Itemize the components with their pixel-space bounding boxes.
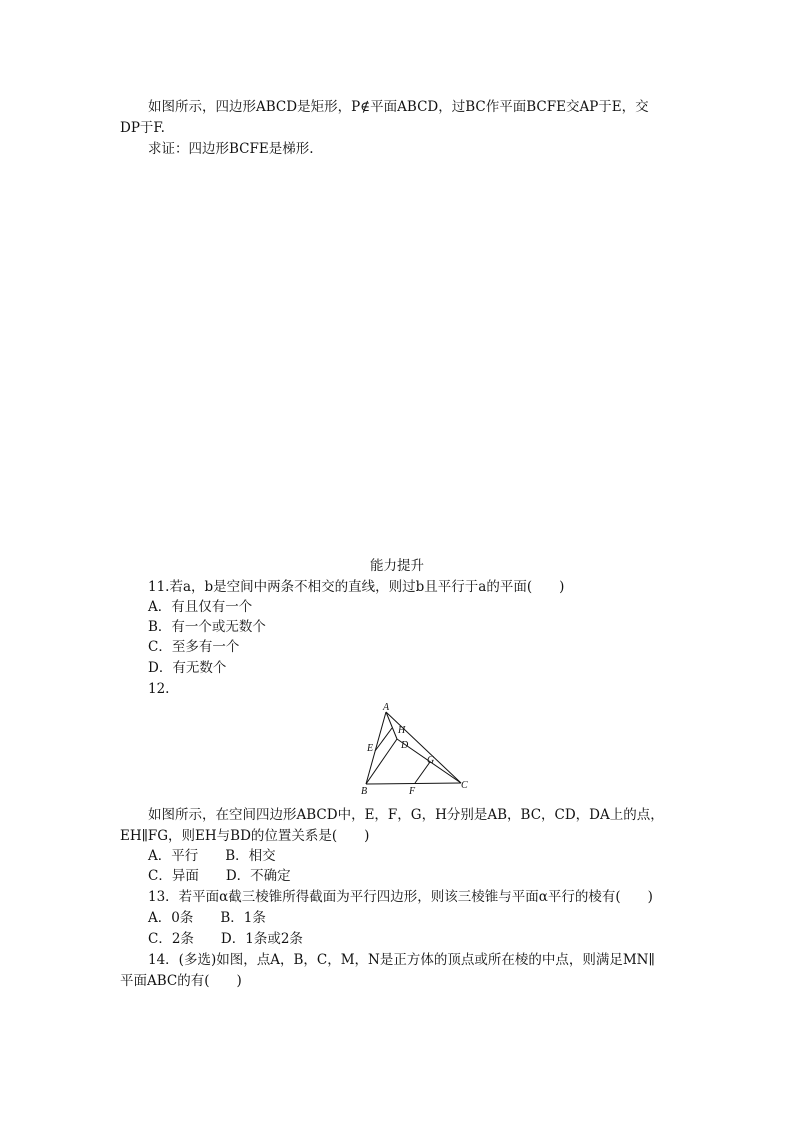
- edge-ad: [386, 712, 397, 739]
- problem-14-line-2: 平面ABC的有( ): [120, 973, 242, 989]
- problem-11-stem: 11.若a，b是空间中两条不相交的直线，则过b且平行于a的平面( ): [148, 579, 565, 595]
- problem-14-line-1: 14．(多选)如图，点A，B，C，M，N是正方体的顶点或所在棱的中点，则满足MN∥: [148, 952, 655, 968]
- problem-12-options-row-1: A．平行 B．相交: [148, 848, 276, 864]
- problem-13-options-row-2: C．2条 D．1条或2条: [148, 931, 303, 947]
- problem-13-stem: 13．若平面α截三棱锥所得截面为平行四边形，则该三棱锥与平面α平行的棱有( ): [148, 889, 653, 905]
- edge-ac: [386, 712, 461, 783]
- problem-10-line-3: 求证：四边形BCFE是梯形.: [148, 141, 314, 157]
- label-a: A: [383, 702, 390, 713]
- problem-11-option-a: A．有且仅有一个: [148, 599, 253, 615]
- problem-13-options-row-1: A．0条 B．1条: [148, 910, 266, 926]
- problem-11-option-d: D．有无数个: [148, 660, 227, 676]
- problem-11-option-c: C．至多有一个: [148, 639, 240, 655]
- label-d: D: [401, 740, 409, 751]
- problem-12-line-1: 如图所示，在空间四边形ABCD中，E，F，G，H分别是AB，BC，CD，DA上的点，: [148, 807, 664, 823]
- label-h: H: [398, 725, 406, 736]
- problem-12-number: 12.: [148, 681, 170, 697]
- problem-11-option-b: B．有一个或无数个: [148, 619, 266, 635]
- label-f: F: [409, 786, 416, 796]
- label-c: C: [461, 780, 468, 791]
- quadrilateral-figure: [355, 700, 475, 796]
- segment-eh: [375, 728, 392, 751]
- label-g: G: [427, 755, 435, 766]
- label-e: E: [367, 743, 374, 754]
- problem-10-line-2: DP于F.: [120, 120, 165, 136]
- problem-12-options-row-2: C．异面 D．不确定: [148, 868, 291, 884]
- problem-12-line-2: EH∥FG，则EH与BD的位置关系是( ): [120, 828, 370, 844]
- section-heading: 能力提升: [370, 558, 424, 574]
- problem-10-line-1: 如图所示，四边形ABCD是矩形，P∉平面ABCD，过BC作平面BCFE交AP于E，交: [148, 99, 649, 115]
- edge-bc: [366, 783, 461, 784]
- label-b: B: [361, 786, 368, 796]
